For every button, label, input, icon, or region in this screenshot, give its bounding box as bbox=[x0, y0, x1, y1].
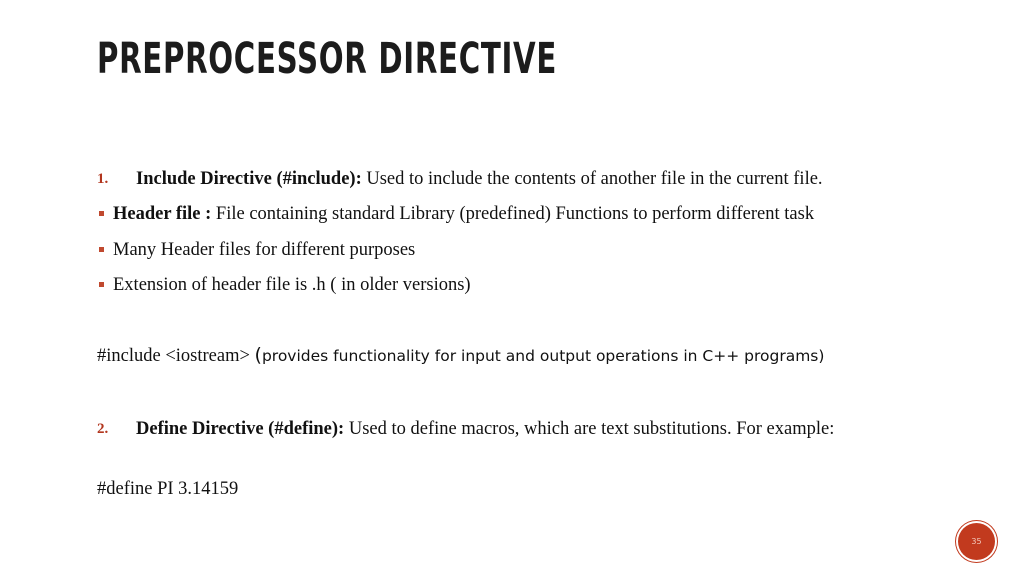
include-code: #include <iostream> bbox=[97, 346, 255, 366]
define-example-text: #define PI 3.14159 bbox=[97, 479, 239, 499]
bullet-description: File containing standard Library (predefined) Functions to perform different task bbox=[211, 204, 815, 224]
square-bullet-icon bbox=[99, 247, 104, 252]
item-bold-label: Include Directive (#include): bbox=[136, 169, 362, 189]
item-bold-label: Define Directive (#define): bbox=[136, 419, 345, 439]
page-number-badge bbox=[958, 523, 995, 560]
bullet-bold-label: Header file : bbox=[113, 204, 212, 224]
include-paren: ( bbox=[254, 344, 262, 366]
bullet-text bbox=[113, 203, 814, 225]
include-note: provides functionality for input and output operations in C++ programs) bbox=[261, 347, 825, 365]
item-description: Used to define macros, which are text substitutions. For example: bbox=[344, 419, 835, 439]
include-example-text bbox=[97, 344, 824, 367]
item-description: Used to include the contents of another file in the current file. bbox=[361, 169, 823, 189]
item-text bbox=[136, 418, 926, 441]
bullet-text: Extension of header file is .h ( in older versions) bbox=[113, 275, 471, 295]
item-number: 2. bbox=[97, 421, 109, 437]
item-number: 1. bbox=[97, 171, 109, 187]
square-bullet-icon bbox=[99, 282, 104, 287]
page-number: 35 bbox=[971, 537, 982, 546]
square-bullet-icon bbox=[99, 211, 104, 216]
slide-title: PREPROCESSOR DIRECTIVE bbox=[97, 34, 558, 84]
bullet-text: Many Header files for different purposes bbox=[113, 240, 416, 260]
item-text bbox=[136, 168, 823, 190]
